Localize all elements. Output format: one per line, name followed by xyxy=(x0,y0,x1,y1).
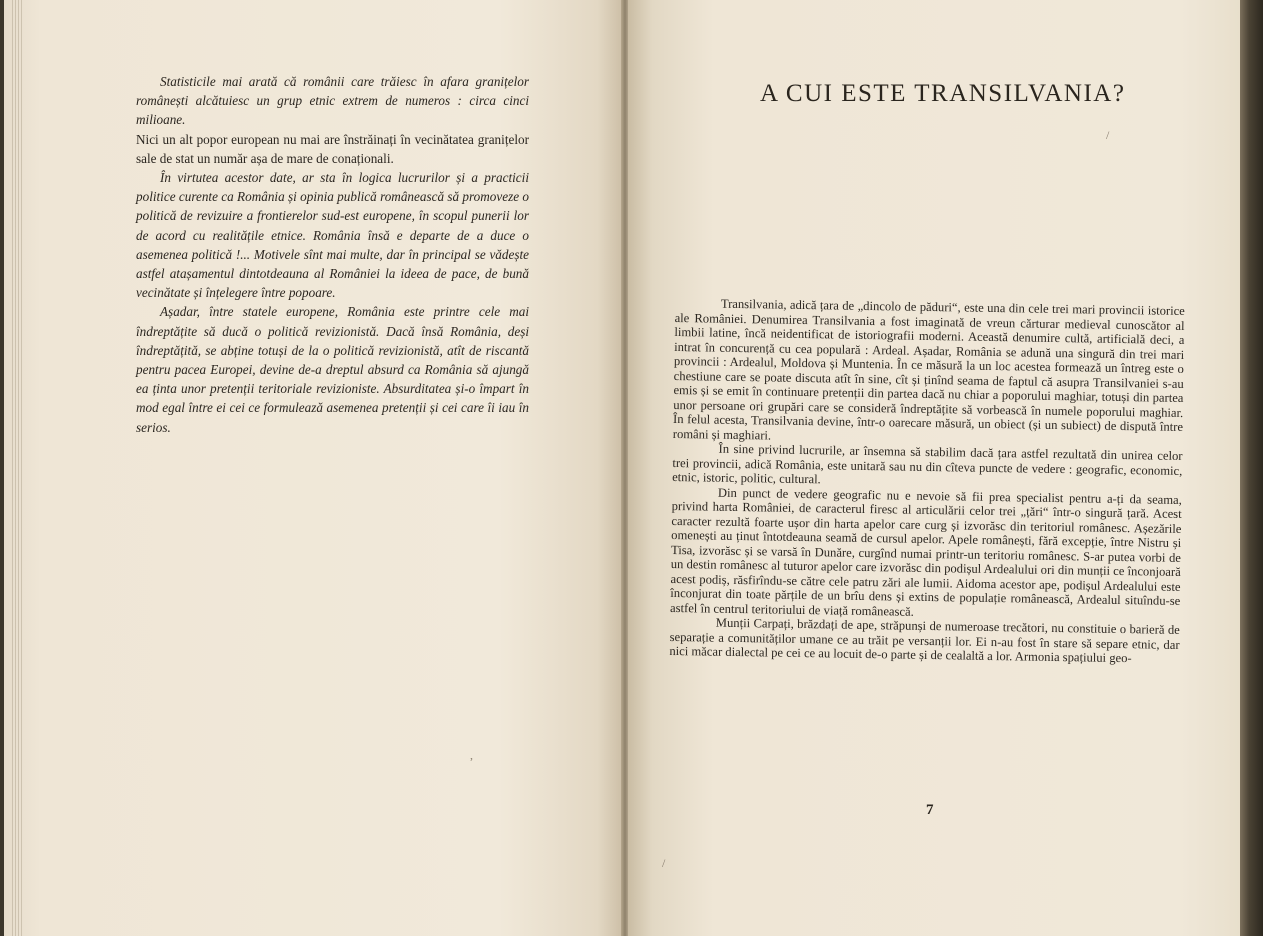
right-paragraph-3: Din punct de vedere geografic nu e nevoie să fii prea specialist pentru a-ți da seama, privind harta României, de caracterul firesc al articulării celor trei „țări“ într-o singură țară. Acest caracter rezultă foarte ușor din harta apelor care curg și izvorăsc din teritoriul românesc. Așezările omenești au ținut întotdeauna seamă de cursul apelor. Apele românești, fără excepție, între Nistru și Tisa, izvorăsc și se varsă în Dunăre, curgînd numai printr-un teritoriu românesc. S-ar putea vorbi de un destin românesc al tuturor apelor care izvorăsc din podișul Ardealului ori din munții ce înconjoară acest podiș, răsfirîndu-se către cele patru zări ale lumii. Aidoma acestor ape, podișul Ardealului este înconjurat din toate părțile de un brîu dens și extins de populație românească, Ardealul situîndu-se astfel în centrul teritoriului de viață românească. xyxy=(669,485,1182,619)
right-paragraph-4: Munții Carpați, brăzdați de ape, străpunși de numeroase trecători, nu constituie o barieră de separație a comunităților umane ce au trăit pe versanții lor. Ei n-au fost în stare să separe etnic, dar nici măcar dialectal pe cei ce au locuit de-o parte și de cealaltă a lor. Armonia spațiului geo- xyxy=(669,615,1180,666)
left-paragraph-4: Așadar, între statele europene, România este printre cele mai îndreptățite să ducă o politică revizionistă. Dacă însă România, deși îndreptățită, se abține totuși de la o politică revizionistă, atît de riscantă pentru pacea Europei, devine de-a dreptul absurd ca România să ajungă ea ținta unor pretenții teritoriale revizioniste. Absurditatea și-o împart în mod egal între ei cei ce formulează asemenea pretenții și cei care îi iau în serios. xyxy=(136,304,529,435)
right-paragraph-1: Transilvania, adică țara de „dincolo de păduri“, este una din cele trei mari provincii istorice ale României. Denumirea Transilvania a fost imaginată de vreun cărturar medieval cunoscător al limbii latine, încă neidentificat de istoriografii moderni. Această denumire cultă, artificială deci, a intrat în concurență cu cea populară : Ardeal. Așadar, România se adună una singură din trei mari provincii : Ardealul, Moldova și Muntenia. În ce măsură la un loc acestea formează un întreg este o chestiune care se poate discuta atît în sine, cît și ținînd seama de faptul că asupra Transilvaniei s-au emis și se emit în continuare pretenții din partea dacă nu chiar a poporului maghiar, totuși din partea unor persoane ori grupări care se consideră îndreptățite să vorbească în numele poporului maghiar. În felul acesta, Transilvania devine, într-o oarecare măsură, un obiect (și un subiect) de dispută între români și maghiari. xyxy=(672,296,1185,443)
book-edge-right xyxy=(1240,0,1263,936)
left-paragraph-3: În virtutea acestor date, ar sta în logica lucrurilor și a practicii politice curente ca România și opinia publică românească să promoveze o politică de revizuire a frontierelor sud-est europene, în scopul punerii lor de acord cu realitățile etnice. România însă e departe de a duce o asemenea politică !... Motivele sînt mai multe, dar în principal se vădește astfel atașamentul dintotdeauna al României la ideea de pace, de bună vecinătate și înțelegere între popoare. xyxy=(136,170,529,301)
chapter-title: A CUI ESTE TRANSILVANIA? xyxy=(760,80,1126,107)
left-paragraph-2: Nici un alt popor european nu mai are înstrăinați în vecinătatea granițelor sale de stat un număr așa de mare de conaționali. xyxy=(136,131,529,166)
left-paragraph-1: Statisticile mai arată că românii care trăiesc în afara granițelor românești alcătuiesc un grup etnic extrem de numeros : circa cinci milioane. xyxy=(136,74,529,128)
pencil-mark: , xyxy=(470,748,473,762)
page-edge-stack xyxy=(12,0,22,936)
right-paragraph-2: În sine privind lucrurile, ar însemna să stabilim dacă țara astfel rezultată din unirea celor trei provincii, adică România, este unitară sau nu din cîteva puncte de vedere : geografic, economic, etnic, istoric, politic, cultural. xyxy=(672,441,1183,487)
page-number: 7 xyxy=(926,802,934,818)
left-page xyxy=(4,0,622,936)
left-page-text xyxy=(136,72,529,437)
pencil-mark: / xyxy=(662,856,666,870)
pencil-mark: / xyxy=(1106,128,1110,142)
right-page-text xyxy=(669,296,1185,666)
